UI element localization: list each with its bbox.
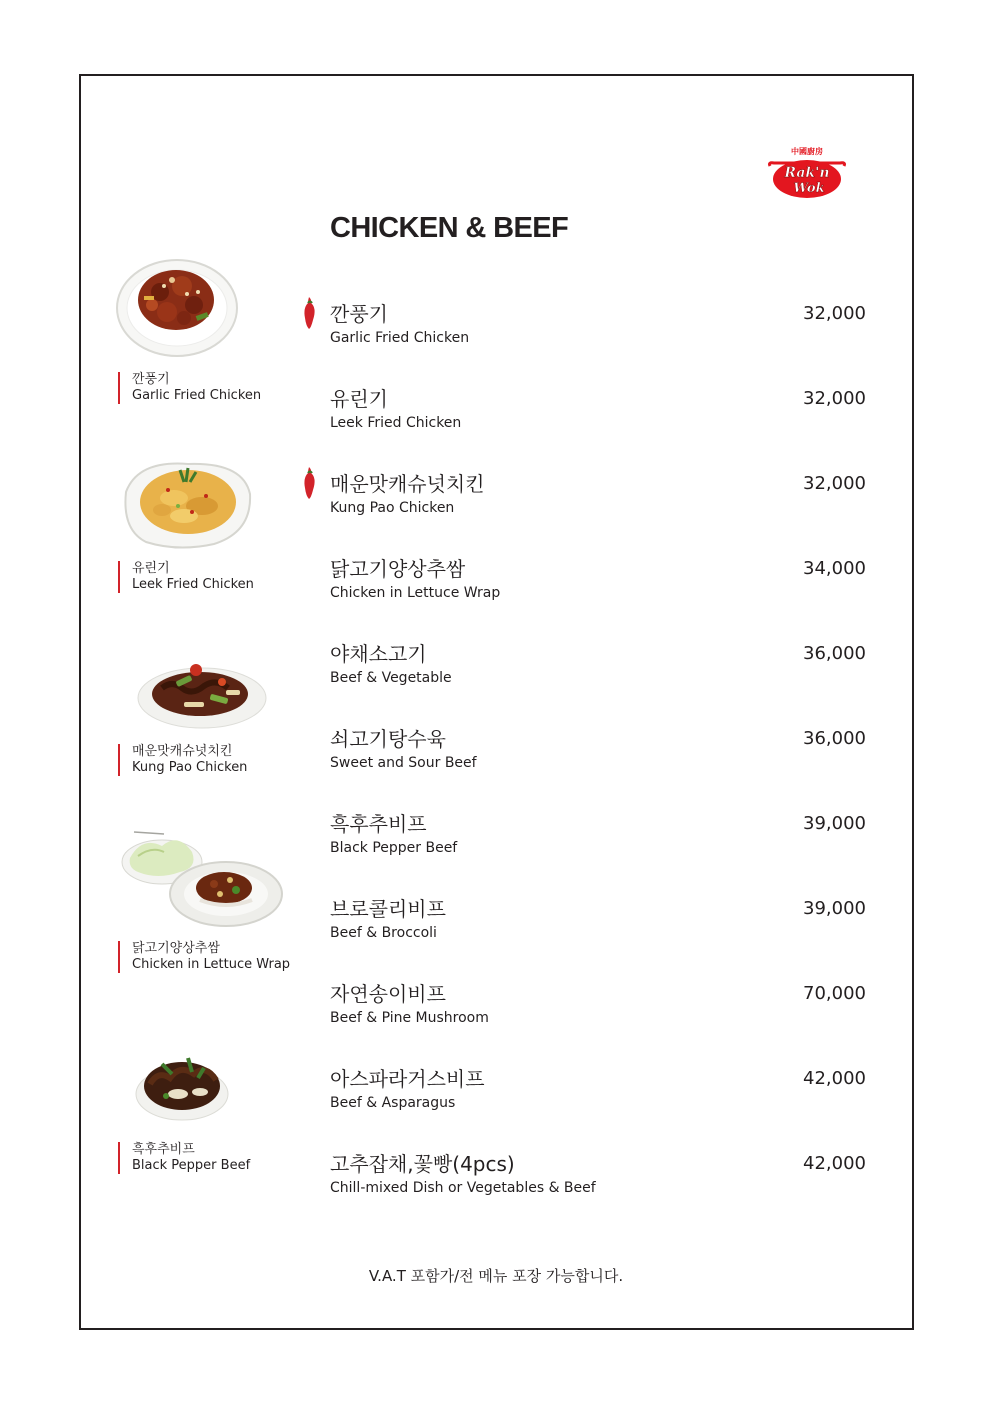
- chili-pepper-icon: [300, 296, 318, 330]
- menu-item-price: 32,000: [803, 303, 866, 324]
- food-photo-black-pepper-beef: [132, 1034, 232, 1126]
- menu-item-english-name: Chill-mixed Dish or Vegetables & Beef: [330, 1180, 596, 1196]
- menu-item: [330, 302, 870, 362]
- menu-item: [330, 387, 870, 447]
- menu-item-price: 32,000: [803, 473, 866, 494]
- menu-item-korean-name: 자연송이비프: [330, 982, 446, 1006]
- photo-caption: [118, 941, 298, 973]
- photo-caption: [118, 744, 298, 776]
- photo-caption-english: Leek Fried Chicken: [132, 577, 254, 592]
- photo-caption-korean: 닭고기양상추쌈: [132, 941, 220, 956]
- menu-item: [330, 812, 870, 872]
- menu-item: [330, 727, 870, 787]
- menu-item-price: 36,000: [803, 643, 866, 664]
- menu-item-price: 42,000: [803, 1068, 866, 1089]
- svg-text:中國廚房: 中國廚房: [791, 146, 823, 156]
- menu-item: [330, 1152, 870, 1212]
- menu-item: [330, 982, 870, 1042]
- menu-item-english-name: Beef & Broccoli: [330, 925, 437, 941]
- photo-caption-english: Chicken in Lettuce Wrap: [132, 957, 291, 972]
- menu-item-price: 39,000: [803, 898, 866, 919]
- menu-item: [330, 557, 870, 617]
- menu-item-korean-name: 흑후추비프: [330, 812, 427, 836]
- food-photo-chicken-in-lettuce-wrap: [112, 818, 288, 930]
- footer-note: V.A.T 포함가/전 메뉴 포장 가능합니다.: [368, 1267, 624, 1285]
- photo-caption-korean: 매운맛캐슈넛치킨: [132, 744, 233, 759]
- menu-item-price: 39,000: [803, 813, 866, 834]
- photo-caption-english: Garlic Fried Chicken: [132, 388, 262, 403]
- menu-item-korean-name: 유린기: [330, 387, 388, 411]
- chili-pepper-icon: [300, 466, 318, 500]
- menu-item-korean-name: 닭고기양상추쌈: [330, 557, 466, 581]
- menu-item-english-name: Leek Fried Chicken: [330, 415, 462, 431]
- menu-item-korean-name: 고추잡채,꽃빵(4pcs): [330, 1152, 515, 1176]
- menu-item-english-name: Chicken in Lettuce Wrap: [330, 585, 501, 601]
- photo-caption: [118, 1142, 298, 1174]
- menu-item-korean-name: 야채소고기: [330, 642, 427, 666]
- photo-caption-english: Black Pepper Beef: [132, 1158, 251, 1173]
- food-photo-leek-fried-chicken: [118, 450, 258, 554]
- restaurant-logo: [766, 146, 848, 202]
- photo-caption-english: Kung Pao Chicken: [132, 760, 248, 775]
- photo-caption: [118, 561, 298, 593]
- menu-item-price: 42,000: [803, 1153, 866, 1174]
- menu-item-price: 32,000: [803, 388, 866, 409]
- menu-item-korean-name: 깐풍기: [330, 302, 388, 326]
- menu-item-price: 34,000: [803, 558, 866, 579]
- menu-item: [330, 472, 870, 532]
- menu-item-price: 70,000: [803, 983, 866, 1004]
- menu-item-korean-name: 매운맛캐슈넛치킨: [330, 472, 485, 496]
- photo-caption-korean: 깐풍기: [132, 372, 170, 387]
- menu-item-english-name: Sweet and Sour Beef: [330, 755, 477, 771]
- menu-item-price: 36,000: [803, 728, 866, 749]
- food-photo-garlic-fried-chicken: [112, 250, 242, 360]
- photo-caption-korean: 흑후추비프: [132, 1142, 195, 1157]
- photo-caption: [118, 372, 298, 404]
- menu-item: [330, 642, 870, 702]
- menu-item-english-name: Beef & Pine Mushroom: [330, 1010, 489, 1026]
- svg-text:Rak'n: Rak'n: [784, 165, 830, 181]
- menu-item: [330, 897, 870, 957]
- menu-item-english-name: Black Pepper Beef: [330, 840, 458, 856]
- page-title: CHICKEN & BEEF: [330, 212, 569, 244]
- menu-item-english-name: Garlic Fried Chicken: [330, 330, 470, 346]
- menu-item-korean-name: 쇠고기탕수육: [330, 727, 446, 751]
- food-photo-kung-pao-chicken: [126, 648, 276, 734]
- menu-item-korean-name: 브로콜리비프: [330, 897, 446, 921]
- menu-item-english-name: Kung Pao Chicken: [330, 500, 455, 516]
- menu-item-english-name: Beef & Vegetable: [330, 670, 452, 686]
- menu-item-english-name: Beef & Asparagus: [330, 1095, 456, 1111]
- menu-item-korean-name: 아스파라거스비프: [330, 1067, 485, 1091]
- menu-item: [330, 1067, 870, 1127]
- svg-text:Wok: Wok: [793, 181, 825, 196]
- photo-caption-korean: 유린기: [132, 561, 170, 576]
